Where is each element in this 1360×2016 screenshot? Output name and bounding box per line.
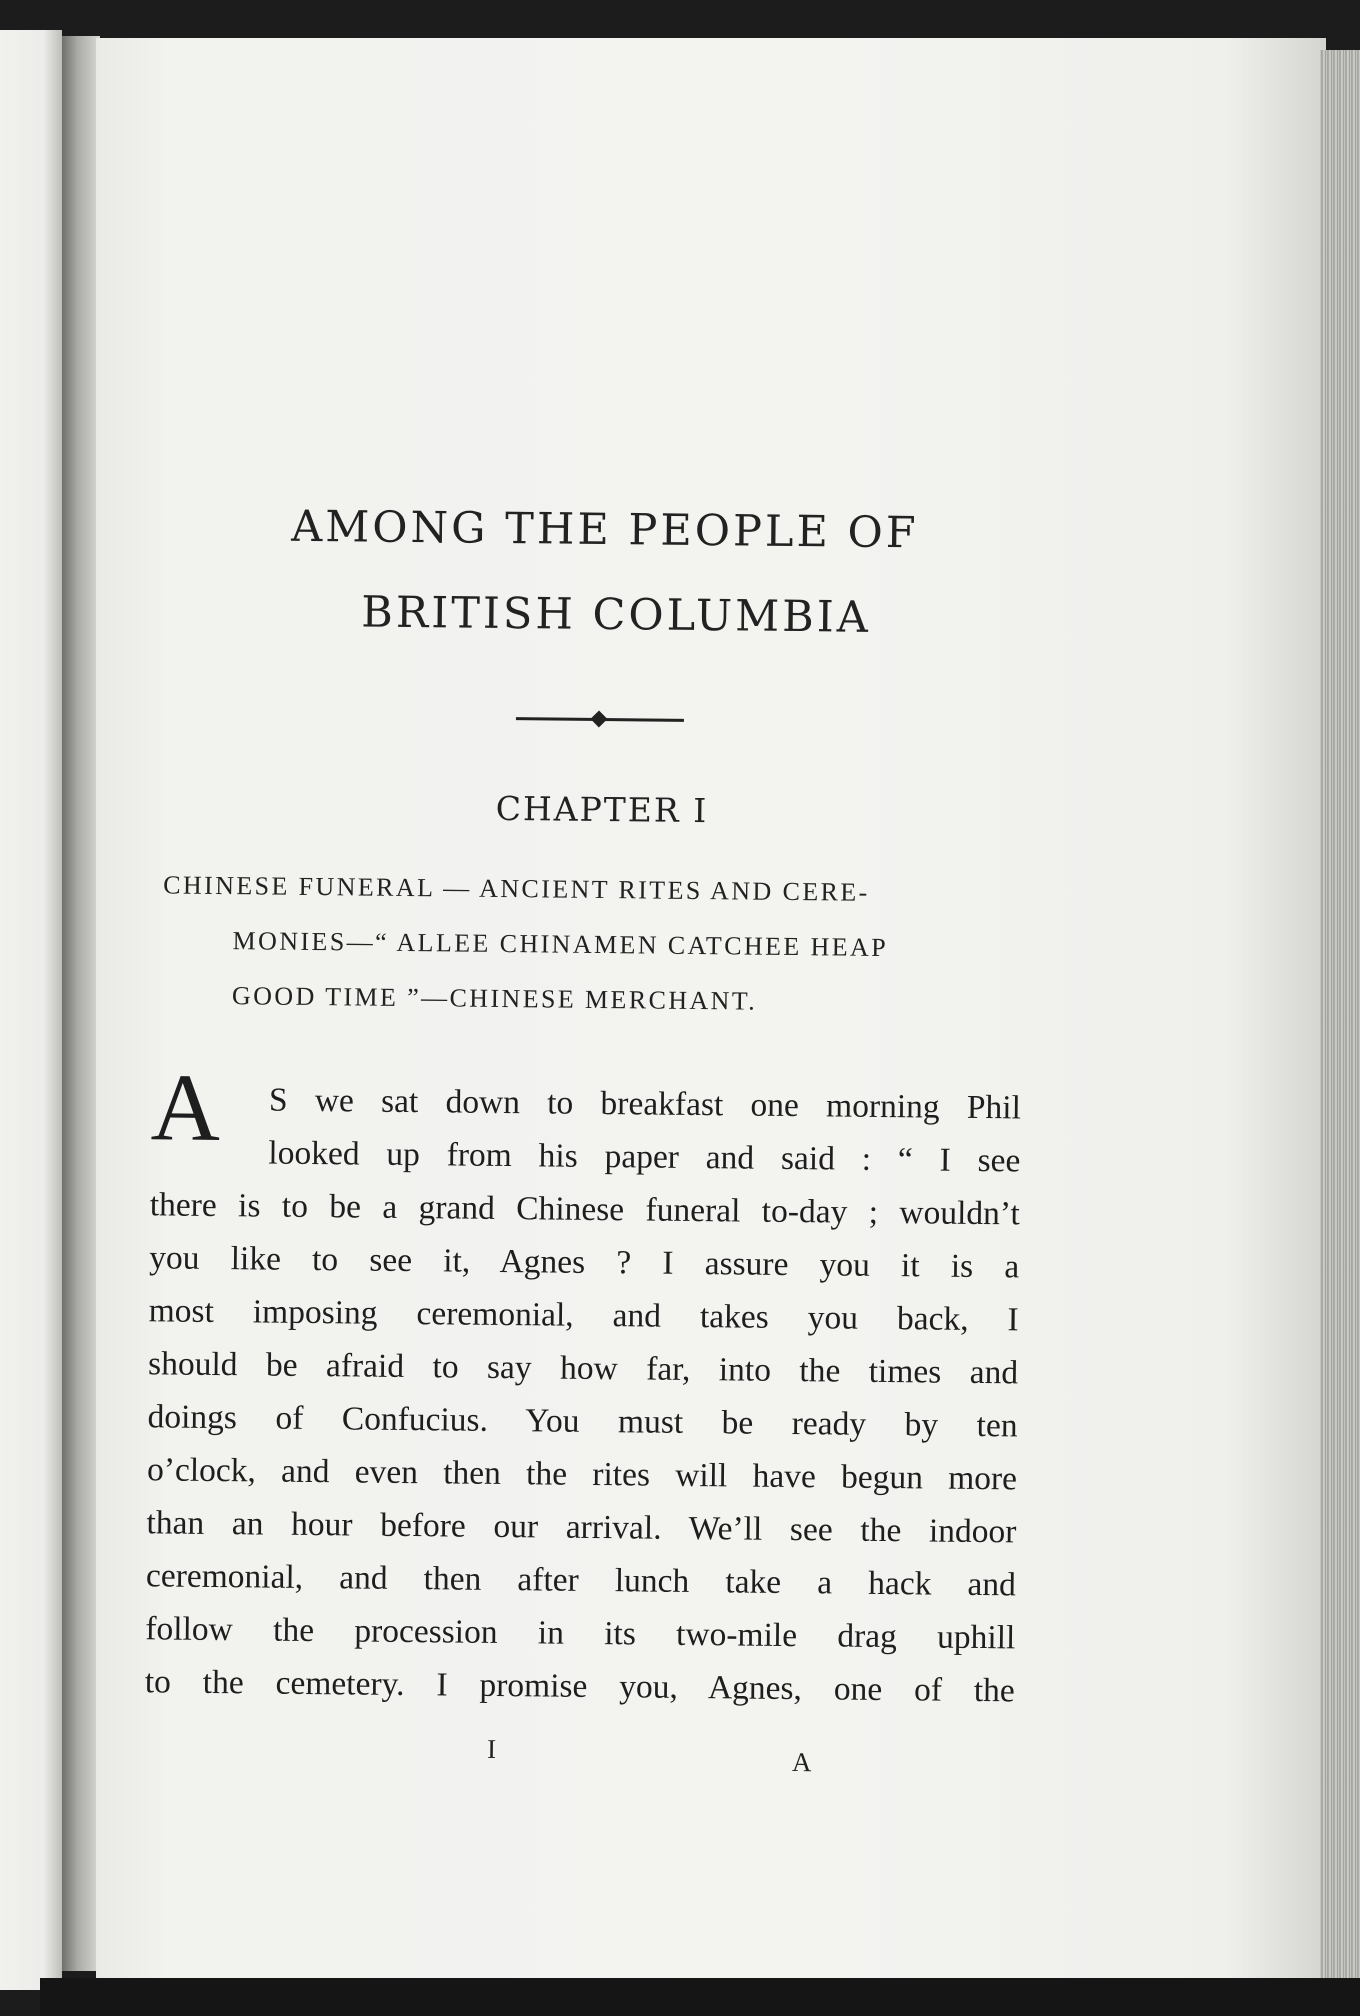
chapter-synopsis-line: MONIES—“ ALLEE CHINAMEN CATCHEE HEAP [232,926,889,963]
signature-mark: A [791,1747,812,1778]
body-text-line: you like to see it, Agnes ? I assure you it is a [149,1239,1020,1286]
chapter-synopsis-line: GOOD TIME ”—CHINESE MERCHANT. [231,981,758,1016]
book-title-line-2: BRITISH COLUMBIA [361,587,872,643]
body-text-line: S we sat down to breakfast one morning Phil [268,1081,1022,1127]
drop-cap: A [150,1053,221,1162]
body-text-line: doings of Confucius. You must be ready by ten [147,1398,1018,1445]
body-text-line: should be afraid to say how far, into the times and [147,1345,1019,1392]
body-text-line: most imposing ceremonial, and takes you back, I [148,1292,1019,1339]
body-text-line: looked up from his paper and said : “ I see [268,1134,1021,1180]
body-text-line: than an hour before our arrival. We’ll see the indoor [146,1504,1017,1551]
body-text-line: to the cemetery. I promise you, Agnes, one of the [144,1663,1015,1710]
ornamental-rule-diamond [590,710,607,727]
chapter-synopsis-line: CHINESE FUNERAL — ANCIENT RITES AND CERE- [163,870,870,907]
chapter-heading: CHAPTER I [495,788,709,831]
page-number: I [486,1733,497,1764]
book-title-line-1: AMONG THE PEOPLE OF [290,501,919,559]
body-text-line: follow the procession in its two-mile drag uphill [145,1610,1016,1657]
body-text-line: there is to be a grand Chinese funeral to-day ; wouldn’t [149,1186,1020,1233]
body-text-line: ceremonial, and then after lunch take a hack and [145,1557,1017,1604]
body-text-line: o’clock, and even then the rites will have begun more [146,1451,1018,1498]
